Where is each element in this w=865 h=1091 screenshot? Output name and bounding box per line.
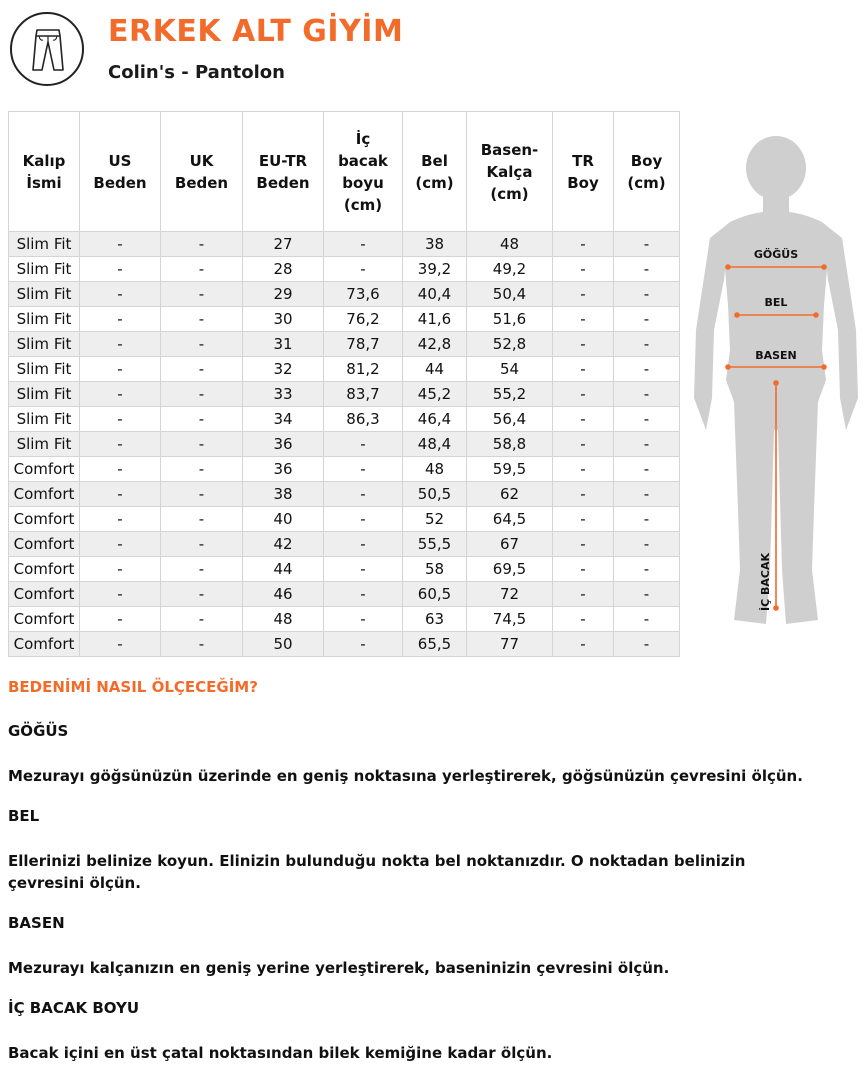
table-cell: - xyxy=(324,432,403,457)
table-cell: 72 xyxy=(467,582,553,607)
table-cell: - xyxy=(614,582,680,607)
table-cell: - xyxy=(80,557,161,582)
table-row xyxy=(9,582,680,607)
table-cell: - xyxy=(161,457,243,482)
table-cell: - xyxy=(161,332,243,357)
table-cell: - xyxy=(324,232,403,257)
table-cell: - xyxy=(614,607,680,632)
table-row xyxy=(9,507,680,532)
table-cell: - xyxy=(80,507,161,532)
table-cell: Comfort xyxy=(9,582,80,607)
table-cell: - xyxy=(324,557,403,582)
waist-label: BEL xyxy=(764,296,788,309)
table-cell: 51,6 xyxy=(467,307,553,332)
hip-label: BASEN xyxy=(755,349,797,362)
column-header: UK Beden xyxy=(161,112,243,232)
table-cell: Slim Fit xyxy=(9,432,80,457)
table-cell: Slim Fit xyxy=(9,307,80,332)
table-cell: - xyxy=(553,557,614,582)
table-cell: 59,5 xyxy=(467,457,553,482)
table-cell: - xyxy=(553,282,614,307)
table-cell: 74,5 xyxy=(467,607,553,632)
table-cell: 65,5 xyxy=(403,632,467,657)
table-cell: Slim Fit xyxy=(9,407,80,432)
table-cell: - xyxy=(80,307,161,332)
table-cell: 58,8 xyxy=(467,432,553,457)
table-cell: - xyxy=(553,607,614,632)
table-cell: - xyxy=(80,382,161,407)
table-cell: Comfort xyxy=(9,532,80,557)
table-cell: 55,2 xyxy=(467,382,553,407)
table-cell: - xyxy=(80,632,161,657)
table-cell: - xyxy=(614,557,680,582)
table-row xyxy=(9,382,680,407)
table-cell: - xyxy=(80,282,161,307)
table-cell: 48,4 xyxy=(403,432,467,457)
table-cell: 54 xyxy=(467,357,553,382)
table-cell: - xyxy=(80,432,161,457)
column-header: TR Boy xyxy=(553,112,614,232)
table-cell: - xyxy=(614,332,680,357)
table-cell: Comfort xyxy=(9,632,80,657)
table-row xyxy=(9,332,680,357)
table-cell: 46,4 xyxy=(403,407,467,432)
table-cell: 28 xyxy=(243,257,324,282)
table-row xyxy=(9,557,680,582)
table-row xyxy=(9,232,680,257)
table-cell: 44 xyxy=(403,357,467,382)
table-cell: 45,2 xyxy=(403,382,467,407)
table-cell: 64,5 xyxy=(467,507,553,532)
table-cell: - xyxy=(553,232,614,257)
table-cell: - xyxy=(553,382,614,407)
table-cell: Slim Fit xyxy=(9,232,80,257)
table-cell: - xyxy=(324,457,403,482)
table-cell: - xyxy=(614,307,680,332)
table-cell: - xyxy=(553,632,614,657)
table-cell: 50 xyxy=(243,632,324,657)
table-cell: 60,5 xyxy=(403,582,467,607)
table-cell: - xyxy=(161,507,243,532)
size-table xyxy=(8,111,680,657)
table-cell: 42 xyxy=(243,532,324,557)
guide-hip-title: BASEN xyxy=(8,914,65,932)
table-cell: - xyxy=(80,482,161,507)
table-cell: - xyxy=(80,257,161,282)
guide-hip-text: Mezurayı kalçanızın en geniş yerine yerleştirerek, baseninizin çevresini ölçün. xyxy=(8,959,670,977)
table-cell: - xyxy=(161,307,243,332)
body-measure-figure xyxy=(690,130,862,635)
table-cell: - xyxy=(553,257,614,282)
table-row xyxy=(9,407,680,432)
table-cell: 63 xyxy=(403,607,467,632)
table-cell: 27 xyxy=(243,232,324,257)
table-cell: Slim Fit xyxy=(9,332,80,357)
table-cell: 67 xyxy=(467,532,553,557)
table-cell: 39,2 xyxy=(403,257,467,282)
table-cell: - xyxy=(614,282,680,307)
table-cell: 49,2 xyxy=(467,257,553,282)
table-cell: Slim Fit xyxy=(9,257,80,282)
guide-inseam-text: Bacak içini en üst çatal noktasından bilek kemiğine kadar ölçün. xyxy=(8,1044,553,1062)
table-cell: 36 xyxy=(243,457,324,482)
table-cell: 62 xyxy=(467,482,553,507)
table-cell: 50,4 xyxy=(467,282,553,307)
table-cell: Comfort xyxy=(9,607,80,632)
table-cell: - xyxy=(80,357,161,382)
table-cell: 83,7 xyxy=(324,382,403,407)
table-cell: - xyxy=(161,532,243,557)
table-cell: - xyxy=(553,432,614,457)
table-cell: 86,3 xyxy=(324,407,403,432)
table-cell: 30 xyxy=(243,307,324,332)
trousers-icon xyxy=(10,12,84,86)
table-cell: - xyxy=(80,232,161,257)
table-cell: - xyxy=(161,432,243,457)
table-cell: 41,6 xyxy=(403,307,467,332)
table-cell: Slim Fit xyxy=(9,357,80,382)
table-row xyxy=(9,257,680,282)
table-cell: Comfort xyxy=(9,507,80,532)
column-header: US Beden xyxy=(80,112,161,232)
table-cell: - xyxy=(324,482,403,507)
table-cell: - xyxy=(614,632,680,657)
table-cell: 73,6 xyxy=(324,282,403,307)
table-cell: 52 xyxy=(403,507,467,532)
table-cell: - xyxy=(614,507,680,532)
table-cell: - xyxy=(80,407,161,432)
table-cell: - xyxy=(80,607,161,632)
table-cell: - xyxy=(161,282,243,307)
table-cell: 31 xyxy=(243,332,324,357)
table-cell: 58 xyxy=(403,557,467,582)
inseam-label: İÇ BACAK xyxy=(759,552,772,611)
page-title: ERKEK ALT GİYİM xyxy=(108,14,404,49)
table-cell: - xyxy=(614,257,680,282)
table-cell: - xyxy=(614,482,680,507)
guide-chest-text: Mezurayı göğsünüzün üzerinde en geniş noktasına yerleştirerek, göğsünüzün çevresini ölçün. xyxy=(8,767,803,785)
table-row xyxy=(9,282,680,307)
table-cell: Comfort xyxy=(9,482,80,507)
table-row xyxy=(9,482,680,507)
table-cell: - xyxy=(614,532,680,557)
table-cell: 32 xyxy=(243,357,324,382)
measurement-guide xyxy=(8,678,808,1064)
table-cell: - xyxy=(161,632,243,657)
table-cell: - xyxy=(161,582,243,607)
column-header: Basen-Kalça (cm) xyxy=(467,112,553,232)
table-cell: 48 xyxy=(467,232,553,257)
table-cell: - xyxy=(553,407,614,432)
column-header: Kalıp İsmi xyxy=(9,112,80,232)
table-cell: Slim Fit xyxy=(9,282,80,307)
table-cell: - xyxy=(553,582,614,607)
table-cell: - xyxy=(614,382,680,407)
table-cell: 56,4 xyxy=(467,407,553,432)
table-cell: - xyxy=(324,632,403,657)
table-cell: - xyxy=(614,357,680,382)
table-cell: - xyxy=(324,582,403,607)
table-cell: - xyxy=(553,507,614,532)
table-cell: - xyxy=(80,457,161,482)
table-cell: Comfort xyxy=(9,457,80,482)
table-row xyxy=(9,457,680,482)
table-row xyxy=(9,432,680,457)
table-cell: Slim Fit xyxy=(9,382,80,407)
table-cell: 40,4 xyxy=(403,282,467,307)
table-cell: 40 xyxy=(243,507,324,532)
table-cell: - xyxy=(553,482,614,507)
table-cell: - xyxy=(161,382,243,407)
table-cell: 46 xyxy=(243,582,324,607)
table-cell: - xyxy=(553,357,614,382)
table-header-row xyxy=(9,112,680,232)
table-cell: - xyxy=(324,257,403,282)
table-cell: 44 xyxy=(243,557,324,582)
table-cell: 69,5 xyxy=(467,557,553,582)
table-row xyxy=(9,357,680,382)
table-cell: 38 xyxy=(243,482,324,507)
table-cell: - xyxy=(161,232,243,257)
table-row xyxy=(9,632,680,657)
table-cell: - xyxy=(614,232,680,257)
table-cell: 77 xyxy=(467,632,553,657)
table-cell: - xyxy=(80,582,161,607)
page-subtitle: Colin's - Pantolon xyxy=(108,62,285,83)
table-cell: - xyxy=(161,357,243,382)
table-cell: - xyxy=(161,607,243,632)
table-cell: - xyxy=(553,332,614,357)
table-cell: 38 xyxy=(403,232,467,257)
body-silhouette xyxy=(690,130,862,635)
table-cell: - xyxy=(324,507,403,532)
table-cell: 48 xyxy=(403,457,467,482)
table-cell: 48 xyxy=(243,607,324,632)
table-cell: 33 xyxy=(243,382,324,407)
column-header: EU-TR Beden xyxy=(243,112,324,232)
chest-label: GÖĞÜS xyxy=(753,248,799,261)
table-cell: - xyxy=(324,532,403,557)
column-header: Bel (cm) xyxy=(403,112,467,232)
table-cell: 34 xyxy=(243,407,324,432)
table-body xyxy=(9,232,680,657)
table-cell: - xyxy=(614,457,680,482)
table-cell: - xyxy=(614,432,680,457)
column-header: İç bacak boyu (cm) xyxy=(324,112,403,232)
table-cell: - xyxy=(553,457,614,482)
table-cell: - xyxy=(80,332,161,357)
table-row xyxy=(9,307,680,332)
table-cell: 55,5 xyxy=(403,532,467,557)
table-cell: - xyxy=(553,307,614,332)
table-cell: Comfort xyxy=(9,557,80,582)
table-cell: - xyxy=(161,482,243,507)
guide-heading: BEDENİMİ NASIL ÖLÇECEĞİM? xyxy=(8,678,258,696)
table-cell: 76,2 xyxy=(324,307,403,332)
table-cell: 78,7 xyxy=(324,332,403,357)
page-header xyxy=(10,10,610,90)
table-cell: 50,5 xyxy=(403,482,467,507)
column-header: Boy (cm) xyxy=(614,112,680,232)
table-cell: - xyxy=(161,407,243,432)
table-cell: 42,8 xyxy=(403,332,467,357)
table-cell: 81,2 xyxy=(324,357,403,382)
table-cell: - xyxy=(614,407,680,432)
table-cell: - xyxy=(553,532,614,557)
table-cell: - xyxy=(161,257,243,282)
guide-waist-title: BEL xyxy=(8,807,40,825)
table-cell: 29 xyxy=(243,282,324,307)
table-cell: - xyxy=(324,607,403,632)
table-cell: - xyxy=(80,532,161,557)
guide-inseam-title: İÇ BACAK BOYU xyxy=(8,999,140,1017)
table-cell: 36 xyxy=(243,432,324,457)
table-row xyxy=(9,607,680,632)
guide-waist-text: Ellerinizi belinize koyun. Elinizin bulunduğu nokta bel noktanızdır. O noktadan belinizin çevresini ölçün. xyxy=(8,852,746,892)
guide-chest-title: GÖĞÜS xyxy=(8,722,69,740)
table-cell: - xyxy=(161,557,243,582)
table-row xyxy=(9,532,680,557)
table-cell: 52,8 xyxy=(467,332,553,357)
